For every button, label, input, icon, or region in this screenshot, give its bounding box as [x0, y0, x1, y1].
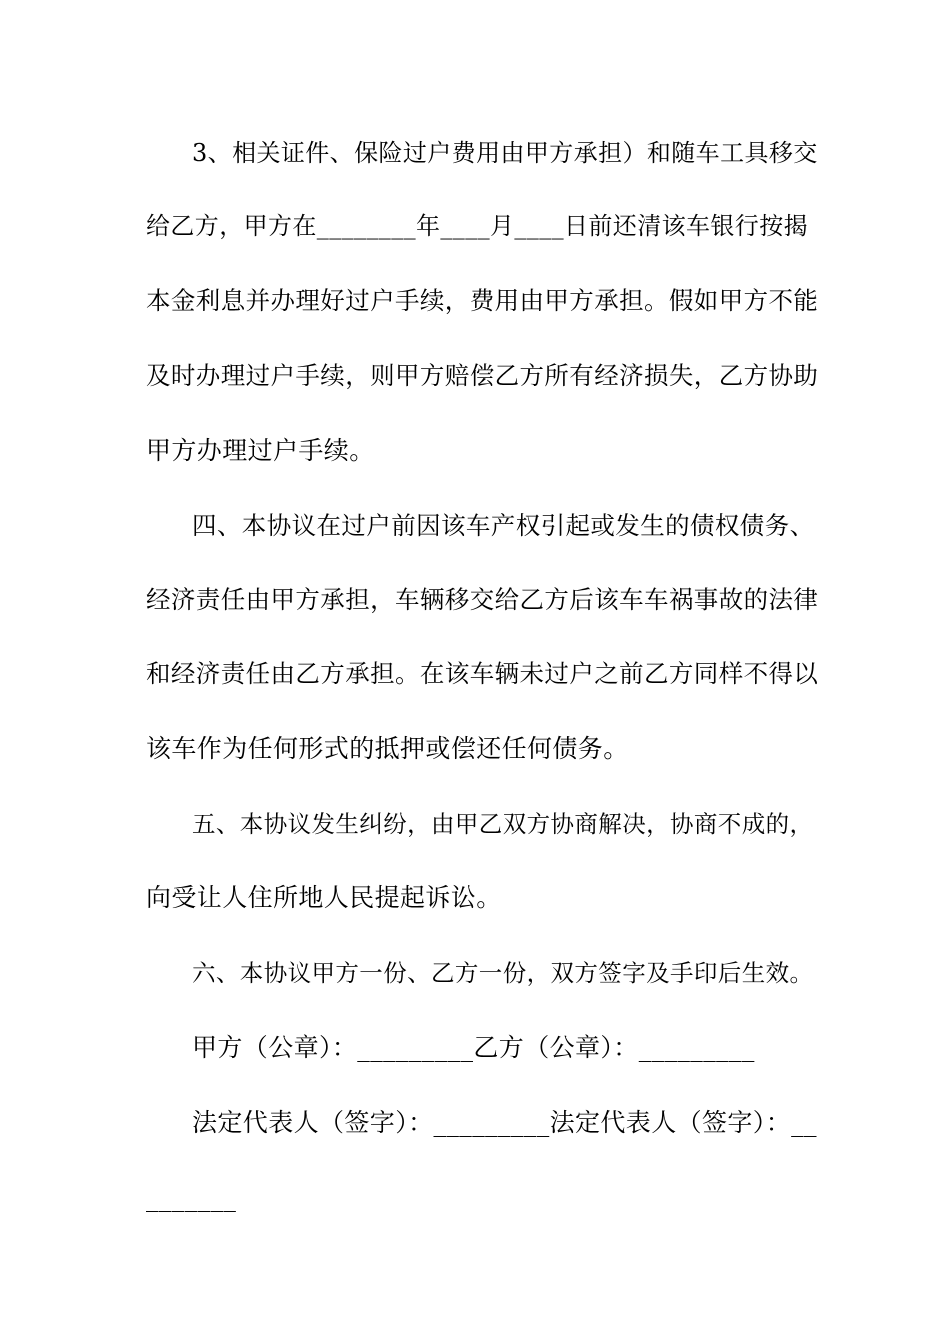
text-line: 四、本协议在过户前因该车产权引起或发生的债权债务、 — [192, 511, 815, 540]
text-line: 给乙方，甲方在________年____月____日前还清该车银行按揭 — [146, 212, 808, 240]
text-line: 经济责任由甲方承担，车辆移交给乙方后该车车祸事故的法律 — [146, 585, 819, 614]
text-line: 该车作为任何形式的抵押或偿还任何债务。 — [146, 734, 629, 763]
text-line: 向受让人住所地人民提起诉讼。 — [146, 883, 502, 912]
signature-line-continuation: _______ — [146, 1183, 237, 1212]
text-line: 和经济责任由乙方承担。在该车辆未过户之前乙方同样不得以 — [146, 659, 819, 688]
text-line: 3、相关证件、保险过户费用由甲方承担）和随车工具移交 — [192, 139, 818, 167]
text-line: 甲方办理过户手续。 — [146, 436, 375, 465]
signature-line-representative: 法定代表人（签字）：_________法定代表人（签字）：__ — [192, 1108, 817, 1137]
text-line: 六、本协议甲方一份、乙方一份，双方签字及手印后生效。 — [192, 959, 814, 987]
text-line: 五、本协议发生纠纷，由甲乙双方协商解决，协商不成的， — [192, 810, 814, 838]
signature-line-party: 甲方（公章）：_________乙方（公章）：_________ — [192, 1033, 755, 1062]
text-line: 及时办理过户手续，则甲方赔偿乙方所有经济损失，乙方协助 — [146, 361, 819, 390]
text-line: 本金利息并办理好过户手续，费用由甲方承担。假如甲方不能 — [146, 286, 819, 315]
